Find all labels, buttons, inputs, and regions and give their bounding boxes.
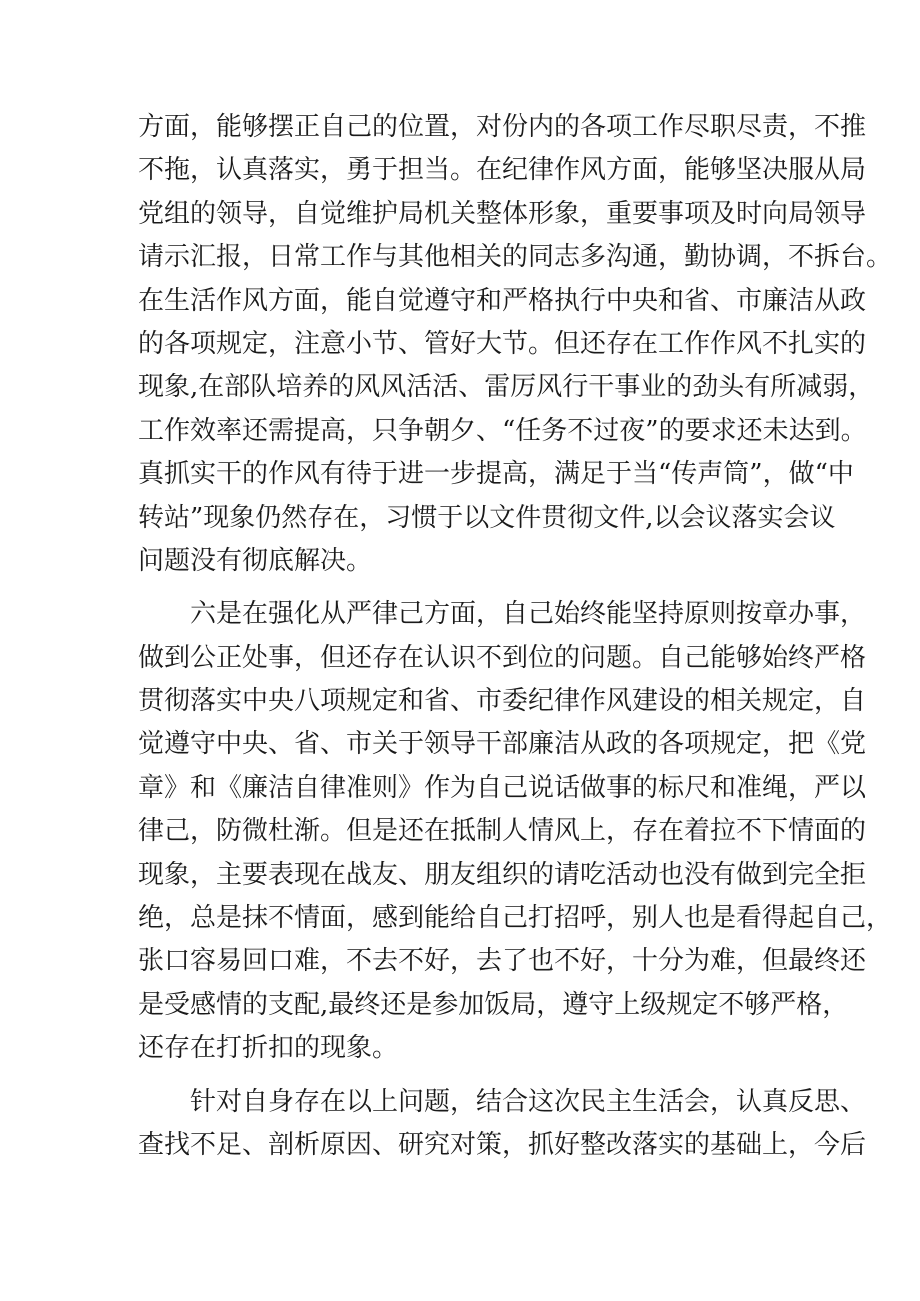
paragraph-gap xyxy=(138,1071,818,1081)
text-line: 张口容易回口难，不去不好，去了也不好，十分为难，但最终还 xyxy=(138,946,867,977)
text-line: 工作效率还需提高，只争朝夕、“任务不过夜”的要求还未达到。 xyxy=(138,415,867,446)
text-line: 做到公正处事，但还存在认识不到位的问题。自己能够始终严格 xyxy=(138,642,867,673)
text-line: 现象,在部队培养的风风活活、雷厉风行干事业的劲头有所减弱， xyxy=(138,372,875,403)
text-line: 还存在打折扣的现象。 xyxy=(138,1033,399,1064)
text-line: 律己，防微杜渐。但是还在抵制人情风上，存在着拉不下情面的 xyxy=(138,816,867,847)
text-line: 不拖，认真落实，勇于担当。在纪律作风方面，能够坚决服从局 xyxy=(138,155,867,186)
paragraph xyxy=(138,106,893,583)
text-line: 觉遵守中央、省、市关于领导干部廉洁从政的各项规定，把《党 xyxy=(138,729,867,760)
text-line: 的各项规定，注意小节、管好大节。但还存在工作作风不扎实的 xyxy=(138,328,867,359)
text-line: 真抓实干的作风有待于进一步提高，满足于当“传声筒”，做“中 xyxy=(138,459,854,490)
text-line: 六是在强化从严律己方面，自己始终能坚持原则按章办事， xyxy=(190,599,867,630)
text-line: 贯彻落实中央八项规定和省、市委纪律作风建设的相关规定，自 xyxy=(138,686,867,717)
text-line: 方面，能够摆正自己的位置，对份内的各项工作尽职尽责，不推 xyxy=(138,112,867,142)
text-line: 章》和《廉洁自律准则》作为自己说话做事的标尺和准绳，严以 xyxy=(138,772,867,803)
text-line: 针对自身存在以上问题，结合这次民主生活会，认真反思、 xyxy=(190,1086,867,1117)
text-line: 现象，主要表现在战友、朋友组织的请吃活动也没有做到完全拒 xyxy=(138,859,867,890)
paragraph-gap xyxy=(138,583,818,593)
text-line: 党组的领导，自觉维护局机关整体形象，重要事项及时向局领导 xyxy=(138,198,867,229)
document-body xyxy=(138,106,893,1167)
text-line: 转站”现象仍然存在，习惯于以文件贯彻文件,以会议落实会议 xyxy=(138,502,836,533)
text-line: 绝，总是抹不情面，感到能给自己打招呼，别人也是看得起自己， xyxy=(138,903,893,934)
paragraph xyxy=(138,593,893,1070)
text-line: 请示汇报，日常工作与其他相关的同志多沟通，勤协调，不拆台。 xyxy=(138,242,893,273)
text-line: 是受感情的支配,最终还是参加饭局，遵守上级规定不够严格， xyxy=(138,989,849,1020)
text-line: 在生活作风方面，能自觉遵守和严格执行中央和省、市廉洁从政 xyxy=(138,285,867,316)
text-line: 查找不足、剖析原因、研究对策，抓好整改落实的基础上，今后 xyxy=(138,1129,867,1160)
paragraph xyxy=(138,1081,867,1168)
text-line: 问题没有彻底解决。 xyxy=(138,545,373,576)
